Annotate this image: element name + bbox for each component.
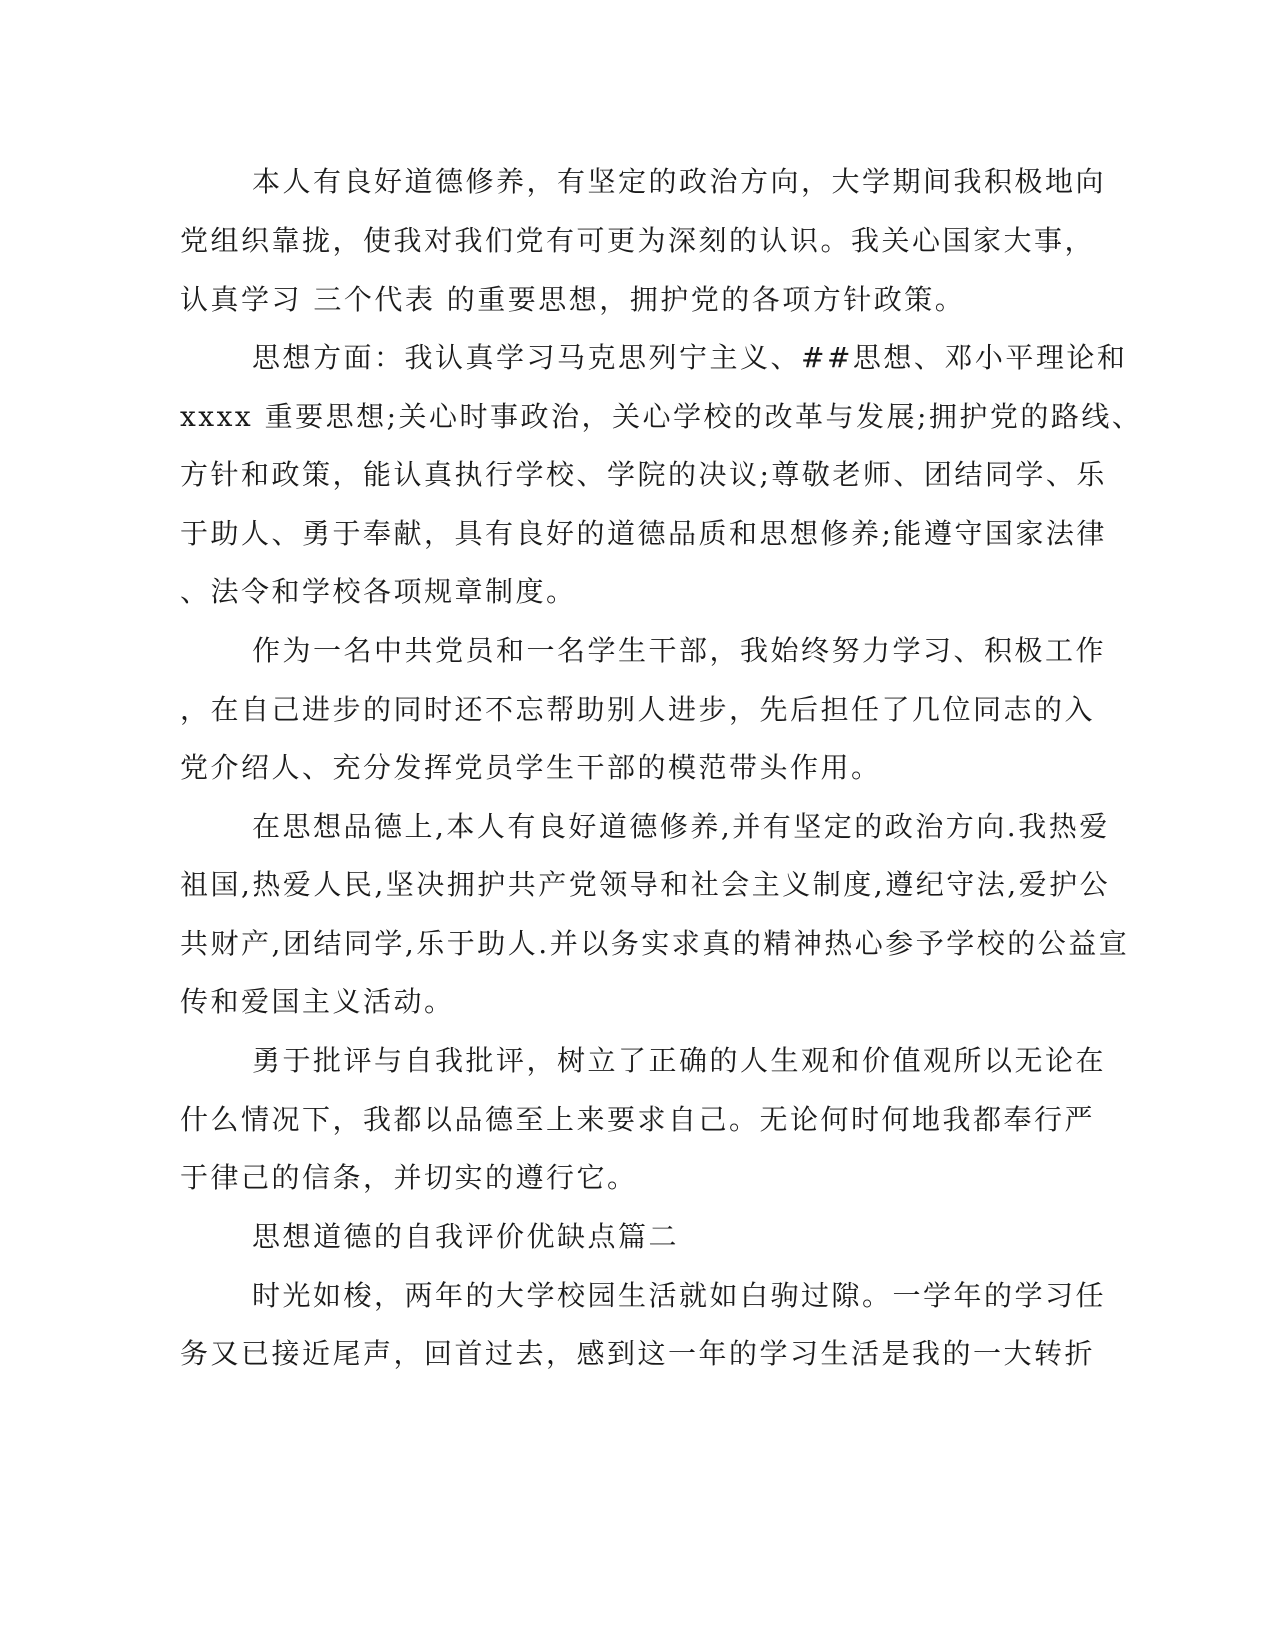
text-line: 作为一名中共党员和一名学生干部，我始终努力学习、积极工作 — [252, 634, 1107, 667]
text-line: 传和爱国主义活动。 — [180, 985, 455, 1018]
text-line: 务又已接近尾声，回首过去，感到这一年的学习生活是我的一大转折 — [180, 1337, 1096, 1370]
text-line: 认真学习 三个代表 的重要思想，拥护党的各项方针政策。 — [180, 283, 966, 316]
text-line: 勇于批评与自我批评，树立了正确的人生观和价值观所以无论在 — [252, 1044, 1107, 1077]
text-line: ，在自己进步的同时还不忘帮助别人进步，先后担任了几位同志的入 — [180, 693, 1096, 726]
text-line: 本人有良好道德修养，有坚定的政治方向，大学期间我积极地向 — [252, 165, 1107, 198]
section-heading: 思想道德的自我评价优缺点篇二 — [252, 1220, 680, 1253]
text-line: 党组织靠拢，使我对我们党有可更为深刻的认识。我关心国家大事， — [180, 224, 1096, 257]
text-line: xxxx 重要思想;关心时事政治，关心学校的改革与发展;拥护党的路线、 — [180, 400, 1143, 433]
text-line: 方针和政策，能认真执行学校、学院的决议;尊敬老师、团结同学、乐 — [180, 458, 1107, 491]
text-line: 于助人、勇于奉献，具有良好的道德品质和思想修养;能遵守国家法律 — [180, 517, 1107, 550]
text-line: 共财产,团结同学,乐于助人.并以务实求真的精神热心参予学校的公益宣 — [180, 927, 1130, 960]
text-line: 时光如梭，两年的大学校园生活就如白驹过隙。一学年的学习任 — [252, 1279, 1107, 1312]
text-line: 祖国,热爱人民,坚决拥护共产党领导和社会主义制度,遵纪守法,爱护公 — [180, 868, 1111, 901]
text-line: 党介绍人、充分发挥党员学生干部的模范带头作用。 — [180, 751, 882, 784]
text-line: 、法令和学校各项规章制度。 — [180, 575, 577, 608]
text-line: 在思想品德上,本人有良好道德修养,并有坚定的政治方向.我热爱 — [252, 810, 1110, 843]
text-line: 思想方面：我认真学习马克思列宁主义、##思想、邓小平理论和 — [252, 341, 1128, 374]
text-line: 于律己的信条，并切实的遵行它。 — [180, 1161, 638, 1194]
text-line: 什么情况下，我都以品德至上来要求自己。无论何时何地我都奉行严 — [180, 1103, 1096, 1136]
